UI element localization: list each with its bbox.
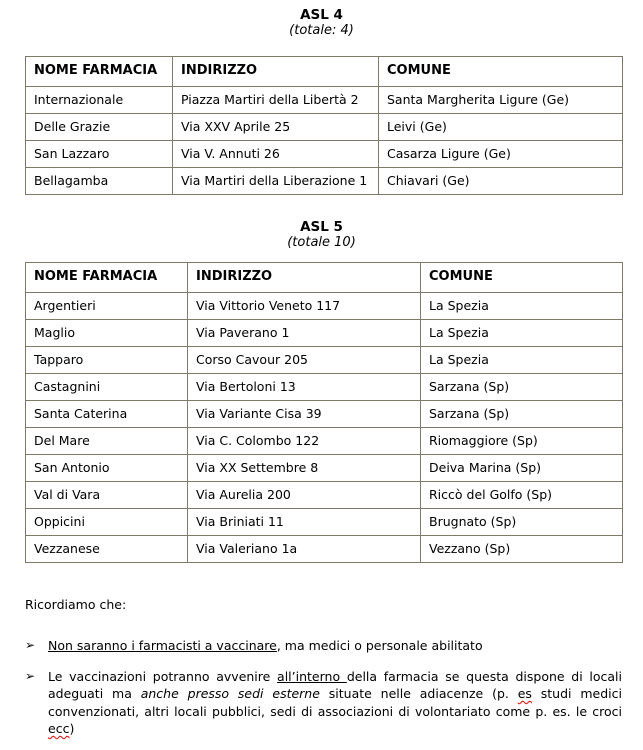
section-subtitle-asl4: (totale: 4) <box>289 23 354 38</box>
section-subtitle-asl5: (totale 10) <box>287 235 356 250</box>
table-cell: Via Valeriano 1a <box>188 536 421 563</box>
table-cell: San Lazzaro <box>26 141 173 168</box>
table-cell: Argentieri <box>26 293 188 320</box>
text-segment: ) <box>69 721 75 736</box>
bullet-item <box>25 668 622 738</box>
text-segment: Non saranno i farmacisti a vaccinare <box>48 638 277 653</box>
section-title-asl4: ASL 4 <box>300 7 343 23</box>
table-cell: Corso Cavour 205 <box>188 347 421 374</box>
table-cell: Del Mare <box>26 428 188 455</box>
table-cell: Vezzano (Sp) <box>421 536 623 563</box>
table-cell: Internazionale <box>26 87 173 114</box>
table-cell: Via Bertoloni 13 <box>188 374 421 401</box>
table-row <box>26 347 623 374</box>
text-segment: Le vaccinazioni potranno avvenire <box>48 668 278 684</box>
table-row <box>26 401 623 428</box>
pharmacies-table-asl5 <box>25 262 623 563</box>
text-segment: all’interno <box>277 668 347 684</box>
text-segment: anche presso sedi esterne <box>140 686 320 701</box>
column-header-nome-farmacia: NOME FARMACIA <box>26 57 173 87</box>
table-header-row <box>26 263 623 293</box>
table-cell: San Antonio <box>26 455 188 482</box>
notes-intro: Ricordiamo che: <box>25 597 127 612</box>
table-cell: Santa Caterina <box>26 401 188 428</box>
text-segment: ecc <box>48 721 70 736</box>
section-title-asl5: ASL 5 <box>300 219 343 235</box>
table-row <box>26 293 623 320</box>
table-row <box>26 509 623 536</box>
table-cell: Deiva Marina (Sp) <box>421 455 623 482</box>
table-cell: Via Briniati 11 <box>188 509 421 536</box>
bullet-text <box>48 668 622 738</box>
table-cell: Delle Grazie <box>26 114 173 141</box>
bullet-text <box>48 637 622 655</box>
table-cell: Sarzana (Sp) <box>421 401 623 428</box>
table-cell: Leivi (Ge) <box>379 114 623 141</box>
section-asl5-header <box>0 220 643 250</box>
arrow-bullet-icon: ➢ <box>25 638 36 652</box>
table-cell: Santa Margherita Ligure (Ge) <box>379 87 623 114</box>
table-row <box>26 168 623 195</box>
table-cell: Bellagamba <box>26 168 173 195</box>
table-cell: Via Aurelia 200 <box>188 482 421 509</box>
table-cell: Via Vittorio Veneto 117 <box>188 293 421 320</box>
table-cell: Vezzanese <box>26 536 188 563</box>
table-cell: Castagnini <box>26 374 188 401</box>
table-cell: Via XX Settembre 8 <box>188 455 421 482</box>
table-row <box>26 455 623 482</box>
table-cell: La Spezia <box>421 293 623 320</box>
text-segment: studi medici convenzionati, altri locali pubblici, sedi di associazioni di volontariato come p. es. le croci <box>48 686 622 719</box>
table-cell: Via C. Colombo 122 <box>188 428 421 455</box>
notes-section <box>25 597 622 738</box>
column-header-indirizzo: INDIRIZZO <box>173 57 379 87</box>
table-row <box>26 114 623 141</box>
table-row <box>26 87 623 114</box>
column-header-comune: COMUNE <box>379 57 623 87</box>
table-cell: La Spezia <box>421 320 623 347</box>
text-segment: situate nelle adiacenze (p. <box>319 686 518 701</box>
table-cell: Chiavari (Ge) <box>379 168 623 195</box>
table-cell: Via Paverano 1 <box>188 320 421 347</box>
table-cell: La Spezia <box>421 347 623 374</box>
table-row <box>26 482 623 509</box>
table-cell: Val di Vara <box>26 482 188 509</box>
table-row <box>26 141 623 168</box>
text-segment: della farmacia se questa dispone di locali adeguati ma <box>48 668 623 701</box>
table-cell: Via Martiri della Liberazione 1 <box>173 168 379 195</box>
table-cell: Sarzana (Sp) <box>421 374 623 401</box>
column-header-comune: COMUNE <box>421 263 623 293</box>
table-cell: Brugnato (Sp) <box>421 509 623 536</box>
notes-bullet-list <box>25 637 622 738</box>
table-row <box>26 374 623 401</box>
table-cell: Riomaggiore (Sp) <box>421 428 623 455</box>
table-row <box>26 320 623 347</box>
section-asl4-header <box>0 0 643 38</box>
text-segment: es <box>517 686 532 701</box>
text-segment: , ma medici o personale abilitato <box>276 638 483 653</box>
table-cell: Maglio <box>26 320 188 347</box>
table-cell: Via Variante Cisa 39 <box>188 401 421 428</box>
table-header-row <box>26 57 623 87</box>
column-header-indirizzo: INDIRIZZO <box>188 263 421 293</box>
pharmacies-table-asl4 <box>25 56 623 195</box>
bullet-item <box>25 637 622 655</box>
table-cell: Riccò del Golfo (Sp) <box>421 482 623 509</box>
table-cell: Via XXV Aprile 25 <box>173 114 379 141</box>
table-row <box>26 428 623 455</box>
table-cell: Casarza Ligure (Ge) <box>379 141 623 168</box>
table-cell: Via V. Annuti 26 <box>173 141 379 168</box>
table-cell: Tapparo <box>26 347 188 374</box>
table-cell: Piazza Martiri della Libertà 2 <box>173 87 379 114</box>
arrow-bullet-icon: ➢ <box>25 668 36 683</box>
table-cell: Oppicini <box>26 509 188 536</box>
column-header-nome-farmacia: NOME FARMACIA <box>26 263 188 293</box>
table-row <box>26 536 623 563</box>
